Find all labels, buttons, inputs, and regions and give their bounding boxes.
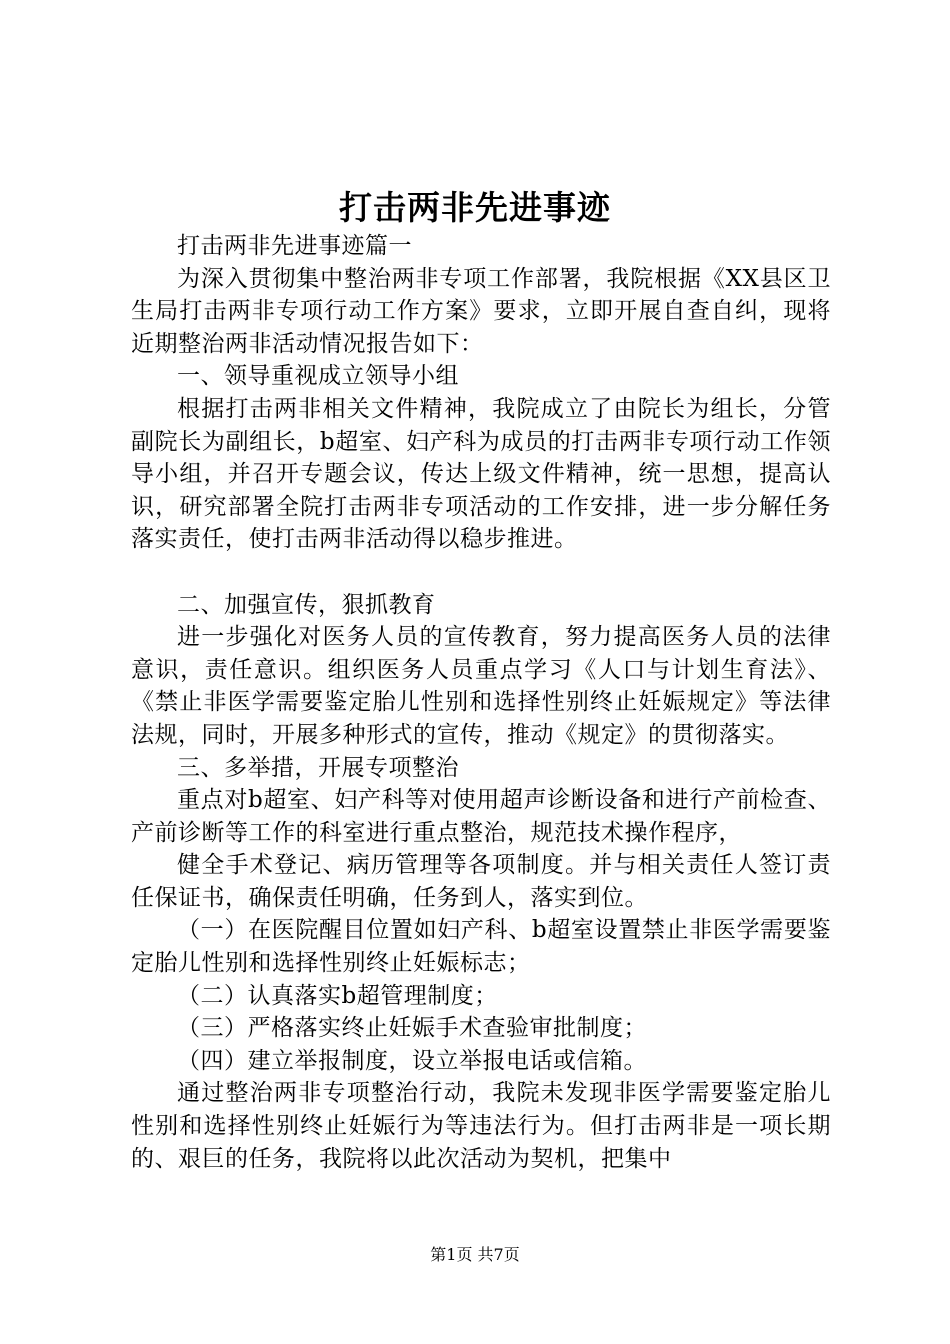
section-heading-3: 三、多举措，开展专项整治: [177, 754, 459, 781]
document-body: [131, 230, 831, 1175]
section-heading-2: 二、加强宣传，狠抓教育: [177, 591, 436, 618]
paragraph-section-3b: 健全手术登记、病历管理等各项制度。并与相关责任人签订责任保证书，确保责任明确，任务到人，落实到位。: [131, 852, 831, 911]
paragraph-section-2: 进一步强化对医务人员的宣传教育，努力提高医务人员的法律意识，责任意识。组织医务人员重点学习《人口与计划生育法》、《禁止非医学需要鉴定胎儿性别和选择性别终止妊娠规定》等法律法规，同时，开展多种形式的宣传，推动《规定》的贯彻落实。: [131, 624, 831, 748]
list-item-2: （二）认真落实b超管理制度；: [177, 982, 498, 1009]
paragraph-section-3a: 重点对b超室、妇产科等对使用超声诊断设备和进行产前检查、产前诊断等工作的科室进行重点整治，规范技术操作程序，: [131, 787, 831, 846]
paragraph-intro: 为深入贯彻集中整治两非专项工作部署，我院根据《XX县区卫生局打击两非专项行动工作方案》要求，立即开展自查自纠，现将近期整治两非活动情况报告如下：: [131, 265, 831, 357]
paragraph-section-1: 根据打击两非相关文件精神，我院成立了由院长为组长，分管副院长为副组长，b超室、妇产科为成员的打击两非专项行动工作领导小组，并召开专题会议，传达上级文件精神，统一思想，提高认识，研究部署全院打击两非专项活动的工作安排，进一步分解任务落实责任，使打击两非活动得以稳步推进。: [131, 395, 831, 553]
section-heading-1: 一、领导重视成立领导小组: [177, 363, 459, 390]
list-item-4: （四）建立举报制度，设立举报电话或信箱。: [177, 1047, 647, 1074]
page-number: 第1页 共7页: [430, 1245, 520, 1264]
document-title: 打击两非先进事迹: [339, 188, 611, 227]
paragraph-conclusion: 通过整治两非专项整治行动，我院未发现非医学需要鉴定胎儿性别和选择性别终止妊娠行为等违法行为。但打击两非是一项长期的、艰巨的任务，我院将以此次活动为契机，把集中: [131, 1080, 831, 1172]
paragraph-subtitle: 打击两非先进事迹篇一: [177, 233, 412, 259]
list-item-1: （一）在医院醒目位置如妇产科、b超室设置禁止非医学需要鉴定胎儿性别和选择性别终止妊娠标志；: [131, 917, 831, 977]
blank-line: [131, 556, 831, 589]
list-item-3: （三）严格落实终止妊娠手术查验审批制度；: [177, 1015, 647, 1042]
